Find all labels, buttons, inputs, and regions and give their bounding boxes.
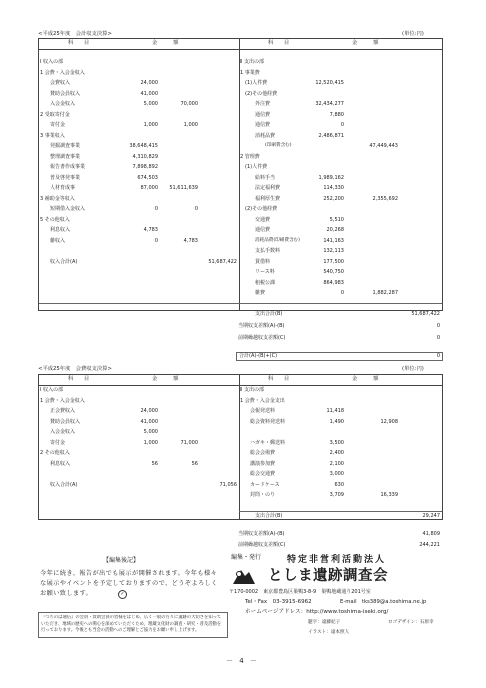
credits-logo: ロゴデザイン：石原幸	[388, 620, 434, 625]
table2-header-subject-right: 科 目	[268, 376, 290, 382]
org-logo-icon	[231, 566, 257, 586]
table1	[38, 38, 443, 311]
row-label: 利息収入	[50, 460, 71, 467]
credits-calligraphy: 題字：遠藤紀子	[308, 620, 341, 625]
row-amount-a: 3,500	[329, 439, 344, 446]
row-amount-a: 114,330	[323, 185, 344, 191]
row-label: 発掘調査事業	[50, 143, 81, 149]
table2	[38, 374, 443, 520]
row-label: 法定福利費	[255, 185, 281, 191]
row-label: 5 その他収入	[40, 216, 70, 223]
row-label: 報告書作成事業	[50, 164, 86, 170]
row-amount-a: 32,434,277	[315, 101, 344, 107]
row-label: 2 受取寄付金	[40, 111, 70, 118]
table2-summary-value-2: 244,221	[419, 542, 440, 548]
row-amount-a: 87,000	[140, 185, 158, 191]
row-label: 利息収入	[50, 227, 71, 233]
row-label: 正会費収入	[50, 408, 76, 414]
row-amount-c: 51,687,422	[208, 258, 237, 265]
table1-header-amount-right: 金 額	[352, 40, 379, 46]
row-label: リース料	[255, 269, 275, 275]
editor-note-text: 今年に続き、報告が出でも展示が開催されます。今年も様々な展示やイベントを予定しておりますので、どうぞよろしくお願い致します。	[40, 570, 218, 597]
row-label: 支出合計(B)	[255, 311, 283, 317]
row-label: 封筒・のり	[250, 492, 276, 498]
row-label: 福利厚生費	[255, 195, 281, 202]
publisher-label: 編集・発行	[231, 554, 262, 561]
row-label: 3 補助金等収入	[40, 195, 75, 202]
row-label: Ⅱ 支出の部	[240, 387, 265, 393]
row-label: 入会金収入	[50, 101, 76, 107]
row-amount-a: 41,000	[140, 418, 158, 425]
row-amount-a: 24,000	[140, 80, 158, 86]
row-amount-a: 540,750	[323, 269, 344, 275]
row-label: 賛助会員収入	[50, 90, 81, 97]
info-icon: ✓	[118, 590, 127, 599]
row-amount-a: 5,510	[329, 216, 344, 223]
table1-summary-value-2: 0	[436, 335, 440, 341]
row-label: 2 管理費	[240, 153, 260, 160]
row-amount-a: 12,520,415	[315, 80, 344, 86]
row-amount-a: 7,880	[329, 111, 344, 118]
row-amount-b: 47,449,443	[369, 143, 398, 149]
row-amount-a: 674,503	[137, 174, 158, 181]
row-label: (2)その他経費	[245, 90, 278, 97]
row-amount-b: 4,783	[183, 237, 198, 244]
row-label: 雑収入	[50, 237, 66, 244]
row-label: 整理調査事業	[50, 153, 81, 160]
row-label: 交通費	[255, 216, 271, 223]
row-amount-b: 16,339	[380, 492, 398, 498]
row-amount-a: 4,310,829	[132, 153, 158, 160]
row-amount-a: 24,000	[140, 408, 158, 414]
row-label: 消耗品費	[255, 132, 276, 139]
row-amount-a: 7,898,892	[132, 164, 158, 170]
row-label: 1 会費・入会金収入	[40, 397, 85, 404]
table1-total-value: 0	[436, 353, 440, 359]
row-amount-a: 0	[154, 206, 158, 212]
row-amount-b: 12,908	[380, 418, 398, 425]
row-amount-b: 1,000	[183, 122, 198, 128]
row-amount-a: 2,100	[329, 460, 344, 467]
org-homepage: ホームページアドレス：http://www.toshima-iseki.org/	[245, 609, 389, 615]
row-label: 通信費	[255, 122, 271, 128]
notice-text: 『つちのは通信』の会員・賛助会員の皆様をはじめ、広く一般の方々に遺跡の大切さを知っていただき、地域の歴史への関心を深めていただくため、埋蔵文化財の調査・研究・普及活動を行っております。今後とも当会の活動へのご理解とご協力をお願い申し上げます。	[41, 615, 222, 633]
row-label: 総会交通費	[250, 471, 276, 477]
row-amount-a: 2,400	[329, 450, 344, 456]
org-phone: Tel・Fax 03-3915-6962	[245, 599, 312, 605]
org-address: 〒170-0002 東京都豊島区巣鴨3-8-9 巣鴨地蔵通り201号室	[229, 589, 371, 595]
row-label: 3 事業収入	[40, 132, 65, 139]
row-amount-a: 252,200	[323, 195, 344, 202]
row-amount-a: 3,000	[329, 471, 344, 477]
row-label: Ⅰ 収入の部	[40, 387, 64, 393]
org-name: としま遺跡調査会	[268, 568, 388, 584]
row-amount-a: 1,000	[143, 122, 158, 128]
row-label: (2)その他経費	[245, 206, 278, 212]
credits-illustration: イラスト：遠本照人	[308, 630, 350, 635]
row-label: 収入合計(A)	[50, 481, 78, 488]
row-label: 普及啓発事業	[50, 174, 81, 181]
row-amount-a: 0	[340, 122, 344, 128]
row-label: (印刷費含む)	[265, 143, 292, 148]
row-label: 会費収入	[50, 80, 71, 86]
row-label: 租税公課	[255, 279, 276, 286]
row-amount-a: 11,418	[326, 408, 344, 414]
row-amount-a: 0	[154, 237, 158, 244]
row-amount-c: 29,247	[422, 513, 440, 519]
row-amount-a: 41,000	[140, 90, 158, 97]
row-label: 1 会費・入会金支出	[240, 397, 285, 404]
row-amount-a: 2,486,871	[318, 132, 344, 139]
row-label: カードケース	[250, 481, 280, 488]
row-amount-a: 132,113	[323, 248, 344, 254]
row-amount-a: 56	[151, 460, 158, 467]
row-amount-b: 1,882,287	[372, 290, 398, 296]
row-amount-b: 70,000	[180, 101, 198, 107]
row-label: 通信費	[255, 227, 271, 233]
row-label: 人材育成事	[50, 185, 76, 191]
row-amount-b: 56	[191, 460, 198, 467]
table2-unit: (単位:円)	[402, 366, 424, 372]
row-label: 1 会費・入会金収入	[40, 69, 85, 76]
row-label: 総会会場費	[250, 450, 276, 456]
row-amount-a: 0	[340, 290, 344, 296]
table2-header-amount-left: 金 額	[152, 376, 179, 382]
row-amount-a: 5,000	[143, 101, 158, 107]
row-label: 外注費	[255, 101, 271, 107]
table1-header-subject-right: 科 目	[268, 40, 290, 46]
row-amount-a: 141,163	[323, 237, 344, 244]
row-amount-a: 20,268	[326, 227, 344, 233]
row-amount-a: 1,490	[329, 418, 344, 425]
row-amount-a: 4,783	[143, 227, 158, 233]
editor-note-title: 【編集後記】	[103, 557, 140, 564]
row-label: 寄付金	[50, 439, 66, 446]
table2-summary-value-1: 41,809	[422, 531, 440, 537]
row-label: 賃借料	[255, 258, 271, 265]
table1-unit: (単位:円)	[402, 31, 424, 37]
row-label: Ⅰ 収入の部	[40, 59, 64, 65]
row-label: 2 その他収入	[40, 450, 70, 456]
row-label: 消耗品費(印刷費含む)	[255, 237, 300, 243]
table2-summary-label-2: 前期繰越収支差額(C)	[238, 542, 286, 548]
row-amount-b: 51,611,639	[169, 185, 198, 191]
row-label: Ⅱ 支出の部	[240, 59, 265, 65]
table2-summary-label-1: 当期収支差額(A)-(B)	[238, 531, 285, 537]
row-label: 通信費	[255, 111, 271, 118]
row-amount-b: 71,000	[180, 439, 198, 446]
table1-summary-label-2: 前期繰越収支差額(C)	[238, 335, 286, 341]
row-label: 支払手数料	[255, 248, 281, 254]
row-amount-a: 1,989,162	[318, 174, 344, 181]
row-amount-b: 0	[194, 206, 198, 212]
row-amount-a: 177,500	[323, 258, 344, 265]
table2-caption: <平成25年度 会費収支決算>	[38, 366, 112, 372]
table1-total-label: 合計(A)-(B)+(C)	[239, 353, 278, 359]
row-label: 収入合計(A)	[50, 258, 78, 265]
row-label: (1)人件費	[245, 80, 268, 86]
row-label: 給料手当	[255, 174, 276, 181]
page-number: － 4 －	[226, 657, 259, 665]
table1-header-subject-left: 科 目	[68, 40, 90, 46]
row-label: 講演参加費	[250, 460, 276, 467]
row-label: 賛助会員収入	[50, 418, 81, 425]
table1-caption: <平成25年度 会計収支決算>	[38, 31, 112, 37]
row-amount-a: 38,648,415	[129, 143, 158, 149]
row-label: 会報発送料	[250, 408, 276, 414]
table2-header-amount-right: 金 額	[352, 376, 379, 382]
org-email: E-mail tks389@a.toshima.ne.jp	[340, 599, 427, 605]
row-label: 1 事業費	[240, 69, 260, 76]
row-amount-a: 1,000	[143, 439, 158, 446]
table1-summary-value-1: 0	[436, 323, 440, 329]
row-label: 入会金収入	[50, 429, 76, 435]
row-amount-a: 3,709	[329, 492, 344, 498]
row-amount-a: 5,000	[143, 429, 158, 435]
row-amount-b: 2,355,692	[372, 195, 398, 202]
row-label: 寄付金	[50, 122, 66, 128]
row-label: ハガキ・郵送料	[250, 439, 286, 446]
table2-header-subject-left: 科 目	[68, 376, 90, 382]
row-amount-a: 864,983	[323, 279, 344, 286]
row-amount-a: 630	[334, 481, 344, 488]
row-label: (1)人件費	[245, 164, 268, 170]
row-label: 短期借入金収入	[50, 206, 86, 212]
table1-header-amount-left: 金 額	[152, 40, 179, 46]
row-amount-c: 71,056	[219, 481, 237, 488]
row-amount-c: 51,687,422	[411, 311, 440, 317]
row-label: 雑費	[255, 290, 266, 296]
table1-summary-label-1: 当期収支差額(A)-(B)	[238, 323, 285, 329]
org-subtitle: 特定非営利活動法人	[287, 555, 387, 565]
row-label: 総会資料発送料	[250, 418, 286, 425]
row-label: 支出合計(B)	[255, 513, 283, 519]
